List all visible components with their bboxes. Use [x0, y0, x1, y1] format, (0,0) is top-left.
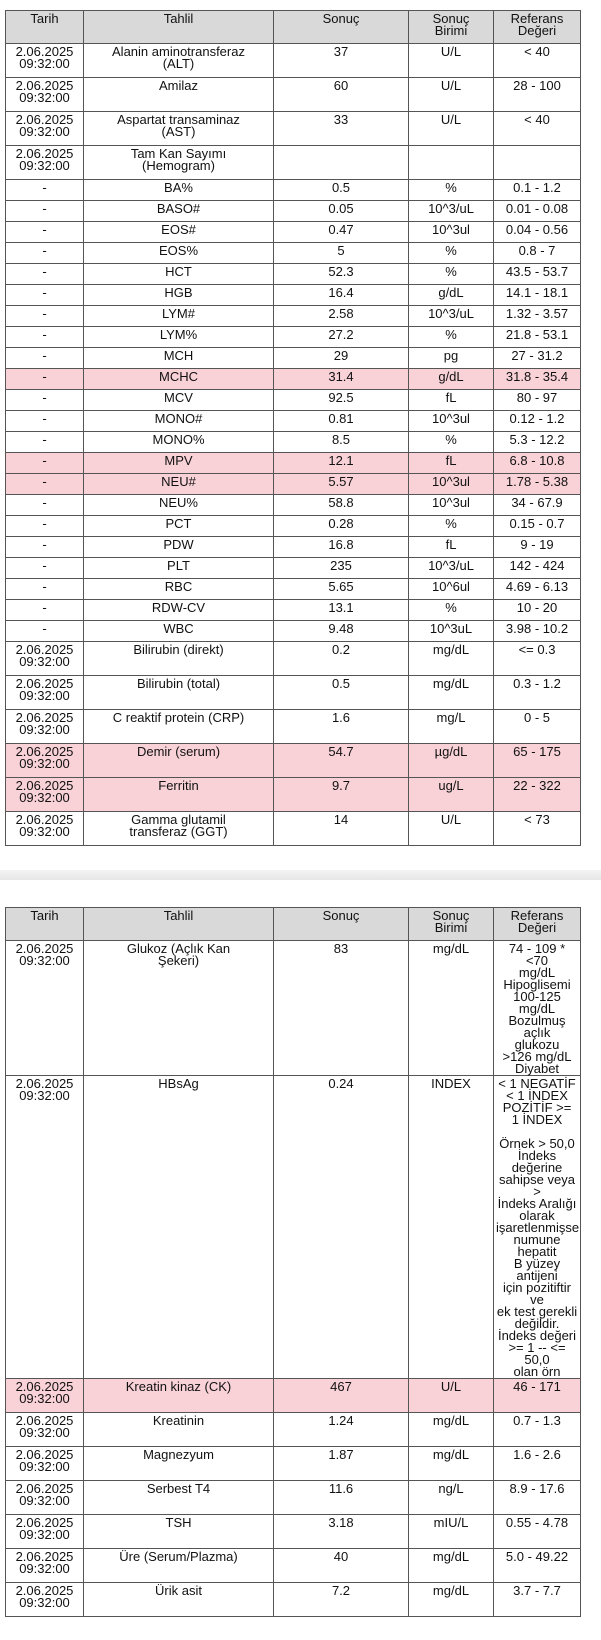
table-row: [6, 621, 581, 642]
date-cell: 2.06.2025 09:32:00: [6, 1515, 84, 1549]
unit-cell: 10^3/uL: [409, 558, 494, 579]
reference-cell: 74 - 109 * <70 mg/dL Hipoglisemi 100-125 mg/dL Bozulmuş açlık glukozu >126 mg/dL Diyabet: [494, 941, 581, 1076]
reference-cell: 3.98 - 10.2: [494, 621, 581, 642]
date-cell: -: [6, 180, 84, 201]
result-cell: 0.05: [274, 201, 409, 222]
header-unit: Sonuç Birimi: [409, 908, 494, 941]
unit-cell: %: [409, 432, 494, 453]
table-row: [6, 44, 581, 78]
test-name-cell: BA%: [84, 180, 274, 201]
unit-cell: mIU/L: [409, 1515, 494, 1549]
result-cell: 58.8: [274, 495, 409, 516]
result-cell: 0.2: [274, 642, 409, 676]
result-cell: 0.5: [274, 180, 409, 201]
date-cell: -: [6, 411, 84, 432]
date-cell: -: [6, 306, 84, 327]
result-cell: 83: [274, 941, 409, 1076]
date-cell: -: [6, 222, 84, 243]
test-name-cell: NEU#: [84, 474, 274, 495]
reference-cell: 0.01 - 0.08: [494, 201, 581, 222]
test-name-cell: PCT: [84, 516, 274, 537]
test-name-cell: PDW: [84, 537, 274, 558]
table-row: [6, 1076, 581, 1379]
result-cell: 33: [274, 112, 409, 146]
result-cell: 7.2: [274, 1583, 409, 1617]
reference-cell: 0 - 5: [494, 710, 581, 744]
test-name-cell: Üre (Serum/Plazma): [84, 1549, 274, 1583]
table-row: [6, 146, 581, 180]
table-row: [6, 327, 581, 348]
result-cell: 467: [274, 1379, 409, 1413]
reference-cell: < 1 NEGATİF < 1 İNDEX POZİTİF >= 1 İNDEX Örnek > 50,0 İndeks değerine sahipse veya > İndeks Aralığı olarak işaretlenmişse numune hepatit B yüzey antijeni için pozitiftir ve ek test gerekli değildir. İndeks değeri >= 1 -- <= 50,0 olan örn: [494, 1076, 581, 1379]
table-row: [6, 201, 581, 222]
unit-cell: 10^3ul: [409, 495, 494, 516]
unit-cell: U/L: [409, 78, 494, 112]
test-name-cell: MONO%: [84, 432, 274, 453]
lab-results-table-1: [5, 10, 581, 846]
result-cell: 14: [274, 812, 409, 846]
unit-cell: %: [409, 600, 494, 621]
table-row: [6, 642, 581, 676]
result-cell: 2.58: [274, 306, 409, 327]
table-row: [6, 1583, 581, 1617]
unit-cell: fL: [409, 537, 494, 558]
result-cell: 92.5: [274, 390, 409, 411]
test-name-cell: MPV: [84, 453, 274, 474]
result-cell: 27.2: [274, 327, 409, 348]
results-body-2: [6, 941, 581, 1617]
reference-cell: 6.8 - 10.8: [494, 453, 581, 474]
date-cell: -: [6, 264, 84, 285]
unit-cell: µg/dL: [409, 744, 494, 778]
unit-cell: 10^3/uL: [409, 306, 494, 327]
date-cell: 2.06.2025 09:32:00: [6, 1481, 84, 1515]
unit-cell: fL: [409, 390, 494, 411]
date-cell: -: [6, 537, 84, 558]
date-cell: -: [6, 432, 84, 453]
table-row: [6, 1413, 581, 1447]
date-cell: 2.06.2025 09:32:00: [6, 710, 84, 744]
date-cell: -: [6, 516, 84, 537]
unit-cell: mg/dL: [409, 1549, 494, 1583]
reference-cell: 0.55 - 4.78: [494, 1515, 581, 1549]
date-cell: 2.06.2025 09:32:00: [6, 1447, 84, 1481]
test-name-cell: Glukoz (Açlık Kan Şekeri): [84, 941, 274, 1076]
date-cell: -: [6, 600, 84, 621]
reference-cell: 14.1 - 18.1: [494, 285, 581, 306]
reference-cell: 28 - 100: [494, 78, 581, 112]
result-cell: 8.5: [274, 432, 409, 453]
test-name-cell: MONO#: [84, 411, 274, 432]
reference-cell: 8.9 - 17.6: [494, 1481, 581, 1515]
result-cell: 54.7: [274, 744, 409, 778]
unit-cell: mg/dL: [409, 1413, 494, 1447]
table-row: [6, 778, 581, 812]
test-name-cell: LYM#: [84, 306, 274, 327]
header-result: Sonuç: [274, 908, 409, 941]
reference-cell: 0.12 - 1.2: [494, 411, 581, 432]
reference-cell: 0.8 - 7: [494, 243, 581, 264]
result-cell: 0.24: [274, 1076, 409, 1379]
date-cell: 2.06.2025 09:32:00: [6, 941, 84, 1076]
table-header: [6, 908, 581, 941]
header-date: Tarih: [6, 908, 84, 941]
test-name-cell: Bilirubin (total): [84, 676, 274, 710]
result-cell: 16.4: [274, 285, 409, 306]
unit-cell: mg/dL: [409, 642, 494, 676]
reference-cell: < 40: [494, 44, 581, 78]
result-cell: 52.3: [274, 264, 409, 285]
unit-cell: ug/L: [409, 778, 494, 812]
date-cell: 2.06.2025 09:32:00: [6, 1076, 84, 1379]
test-name-cell: Ferritin: [84, 778, 274, 812]
result-cell: 37: [274, 44, 409, 78]
test-name-cell: RDW-CV: [84, 600, 274, 621]
date-cell: 2.06.2025 09:32:00: [6, 78, 84, 112]
table-row: [6, 537, 581, 558]
date-cell: -: [6, 201, 84, 222]
table-row: [6, 676, 581, 710]
table-row: [6, 306, 581, 327]
table-row: [6, 941, 581, 1076]
reference-cell: <= 0.3: [494, 642, 581, 676]
result-cell: 40: [274, 1549, 409, 1583]
date-cell: 2.06.2025 09:32:00: [6, 744, 84, 778]
reference-cell: 43.5 - 53.7: [494, 264, 581, 285]
date-cell: 2.06.2025 09:32:00: [6, 812, 84, 846]
test-name-cell: Ürik asit: [84, 1583, 274, 1617]
result-cell: 0.28: [274, 516, 409, 537]
date-cell: 2.06.2025 09:32:00: [6, 1549, 84, 1583]
unit-cell: 10^3ul: [409, 411, 494, 432]
unit-cell: %: [409, 180, 494, 201]
table-row: [6, 744, 581, 778]
test-name-cell: EOS#: [84, 222, 274, 243]
test-name-cell: Magnezyum: [84, 1447, 274, 1481]
reference-cell: 46 - 171: [494, 1379, 581, 1413]
table-row: [6, 600, 581, 621]
reference-cell: 31.8 - 35.4: [494, 369, 581, 390]
date-cell: -: [6, 243, 84, 264]
date-cell: 2.06.2025 09:32:00: [6, 642, 84, 676]
unit-cell: 10^3/uL: [409, 201, 494, 222]
test-name-cell: HCT: [84, 264, 274, 285]
table-row: [6, 1447, 581, 1481]
test-name-cell: PLT: [84, 558, 274, 579]
result-cell: 1.24: [274, 1413, 409, 1447]
reference-cell: 21.8 - 53.1: [494, 327, 581, 348]
reference-cell: 5.3 - 12.2: [494, 432, 581, 453]
test-name-cell: RBC: [84, 579, 274, 600]
reference-cell: 1.6 - 2.6: [494, 1447, 581, 1481]
date-cell: 2.06.2025 09:32:00: [6, 112, 84, 146]
results-body-1: [6, 44, 581, 846]
unit-cell: U/L: [409, 1379, 494, 1413]
unit-cell: 10^3ul: [409, 474, 494, 495]
reference-cell: [494, 146, 581, 180]
date-cell: -: [6, 495, 84, 516]
table-row: [6, 243, 581, 264]
table-row: [6, 453, 581, 474]
table-row: [6, 710, 581, 744]
date-cell: 2.06.2025 09:32:00: [6, 1413, 84, 1447]
reference-cell: 10 - 20: [494, 600, 581, 621]
date-cell: -: [6, 327, 84, 348]
result-cell: 0.5: [274, 676, 409, 710]
test-name-cell: Serbest T4: [84, 1481, 274, 1515]
result-cell: 235: [274, 558, 409, 579]
result-cell: 0.47: [274, 222, 409, 243]
reference-cell: 1.32 - 3.57: [494, 306, 581, 327]
table-row: [6, 1379, 581, 1413]
test-name-cell: TSH: [84, 1515, 274, 1549]
header-unit: Sonuç Birimi: [409, 11, 494, 44]
test-name-cell: Aspartat transaminaz (AST): [84, 112, 274, 146]
result-cell: 5: [274, 243, 409, 264]
test-name-cell: MCH: [84, 348, 274, 369]
result-cell: 5.65: [274, 579, 409, 600]
result-cell: 60: [274, 78, 409, 112]
test-name-cell: NEU%: [84, 495, 274, 516]
header-reference: Referans Değeri: [494, 11, 581, 44]
test-name-cell: Bilirubin (direkt): [84, 642, 274, 676]
result-cell: [274, 146, 409, 180]
reference-cell: 3.7 - 7.7: [494, 1583, 581, 1617]
table-row: [6, 180, 581, 201]
unit-cell: ng/L: [409, 1481, 494, 1515]
header-result: Sonuç: [274, 11, 409, 44]
reference-cell: 9 - 19: [494, 537, 581, 558]
table-row: [6, 222, 581, 243]
test-name-cell: C reaktif protein (CRP): [84, 710, 274, 744]
unit-cell: U/L: [409, 112, 494, 146]
unit-cell: pg: [409, 348, 494, 369]
unit-cell: %: [409, 243, 494, 264]
result-cell: 1.6: [274, 710, 409, 744]
test-name-cell: Gamma glutamil transferaz (GGT): [84, 812, 274, 846]
date-cell: -: [6, 453, 84, 474]
reference-cell: 5.0 - 49.22: [494, 1549, 581, 1583]
result-cell: 13.1: [274, 600, 409, 621]
date-cell: -: [6, 474, 84, 495]
table-row: [6, 78, 581, 112]
header-test: Tahlil: [84, 11, 274, 44]
table-row: [6, 369, 581, 390]
date-cell: 2.06.2025 09:32:00: [6, 778, 84, 812]
test-name-cell: LYM%: [84, 327, 274, 348]
lab-results-table-2: [5, 907, 581, 1617]
table-row: [6, 558, 581, 579]
reference-cell: 34 - 67.9: [494, 495, 581, 516]
table-row: [6, 1481, 581, 1515]
reference-cell: 0.04 - 0.56: [494, 222, 581, 243]
reference-cell: 22 - 322: [494, 778, 581, 812]
unit-cell: INDEX: [409, 1076, 494, 1379]
unit-cell: mg/dL: [409, 1447, 494, 1481]
header-reference: Referans Değeri: [494, 908, 581, 941]
table-row: [6, 495, 581, 516]
test-name-cell: Kreatinin: [84, 1413, 274, 1447]
test-name-cell: HBsAg: [84, 1076, 274, 1379]
unit-cell: U/L: [409, 812, 494, 846]
table-row: [6, 812, 581, 846]
table-row: [6, 1549, 581, 1583]
table-row: [6, 390, 581, 411]
date-cell: -: [6, 390, 84, 411]
unit-cell: 10^3ul: [409, 222, 494, 243]
test-name-cell: MCHC: [84, 369, 274, 390]
test-name-cell: Demir (serum): [84, 744, 274, 778]
test-name-cell: EOS%: [84, 243, 274, 264]
reference-cell: < 40: [494, 112, 581, 146]
unit-cell: fL: [409, 453, 494, 474]
date-cell: -: [6, 579, 84, 600]
test-name-cell: Amilaz: [84, 78, 274, 112]
unit-cell: mg/L: [409, 710, 494, 744]
test-name-cell: BASO#: [84, 201, 274, 222]
table-row: [6, 432, 581, 453]
date-cell: -: [6, 558, 84, 579]
table-row: [6, 112, 581, 146]
result-cell: 9.7: [274, 778, 409, 812]
result-cell: 1.87: [274, 1447, 409, 1481]
report-page-2: [0, 880, 601, 1640]
reference-cell: 80 - 97: [494, 390, 581, 411]
unit-cell: mg/dL: [409, 941, 494, 1076]
table-row: [6, 1515, 581, 1549]
result-cell: 0.81: [274, 411, 409, 432]
table-row: [6, 264, 581, 285]
date-cell: -: [6, 285, 84, 306]
reference-cell: 0.7 - 1.3: [494, 1413, 581, 1447]
test-name-cell: HGB: [84, 285, 274, 306]
date-cell: 2.06.2025 09:32:00: [6, 1583, 84, 1617]
date-cell: 2.06.2025 09:32:00: [6, 146, 84, 180]
result-cell: 16.8: [274, 537, 409, 558]
reference-cell: 0.1 - 1.2: [494, 180, 581, 201]
table-row: [6, 285, 581, 306]
result-cell: 12.1: [274, 453, 409, 474]
date-cell: -: [6, 621, 84, 642]
table-row: [6, 411, 581, 432]
table-row: [6, 474, 581, 495]
unit-cell: mg/dL: [409, 1583, 494, 1617]
table-header: [6, 11, 581, 44]
result-cell: 9.48: [274, 621, 409, 642]
header-test: Tahlil: [84, 908, 274, 941]
test-name-cell: MCV: [84, 390, 274, 411]
unit-cell: 10^6ul: [409, 579, 494, 600]
table-row: [6, 348, 581, 369]
page-separator: [0, 870, 601, 880]
unit-cell: [409, 146, 494, 180]
unit-cell: mg/dL: [409, 676, 494, 710]
unit-cell: 10^3uL: [409, 621, 494, 642]
reference-cell: 4.69 - 6.13: [494, 579, 581, 600]
test-name-cell: Kreatin kinaz (CK): [84, 1379, 274, 1413]
reference-cell: 27 - 31.2: [494, 348, 581, 369]
result-cell: 11.6: [274, 1481, 409, 1515]
unit-cell: %: [409, 327, 494, 348]
reference-cell: 0.3 - 1.2: [494, 676, 581, 710]
date-cell: 2.06.2025 09:32:00: [6, 1379, 84, 1413]
date-cell: 2.06.2025 09:32:00: [6, 676, 84, 710]
reference-cell: 1.78 - 5.38: [494, 474, 581, 495]
reference-cell: 0.15 - 0.7: [494, 516, 581, 537]
date-cell: -: [6, 348, 84, 369]
date-cell: 2.06.2025 09:32:00: [6, 44, 84, 78]
unit-cell: %: [409, 516, 494, 537]
unit-cell: g/dL: [409, 369, 494, 390]
table-row: [6, 516, 581, 537]
reference-cell: < 73: [494, 812, 581, 846]
result-cell: 31.4: [274, 369, 409, 390]
test-name-cell: WBC: [84, 621, 274, 642]
header-date: Tarih: [6, 11, 84, 44]
date-cell: -: [6, 369, 84, 390]
unit-cell: U/L: [409, 44, 494, 78]
result-cell: 5.57: [274, 474, 409, 495]
unit-cell: g/dL: [409, 285, 494, 306]
unit-cell: %: [409, 264, 494, 285]
table-row: [6, 579, 581, 600]
test-name-cell: Alanin aminotransferaz (ALT): [84, 44, 274, 78]
reference-cell: 65 - 175: [494, 744, 581, 778]
result-cell: 3.18: [274, 1515, 409, 1549]
test-name-cell: Tam Kan Sayımı (Hemogram): [84, 146, 274, 180]
reference-cell: 142 - 424: [494, 558, 581, 579]
result-cell: 29: [274, 348, 409, 369]
